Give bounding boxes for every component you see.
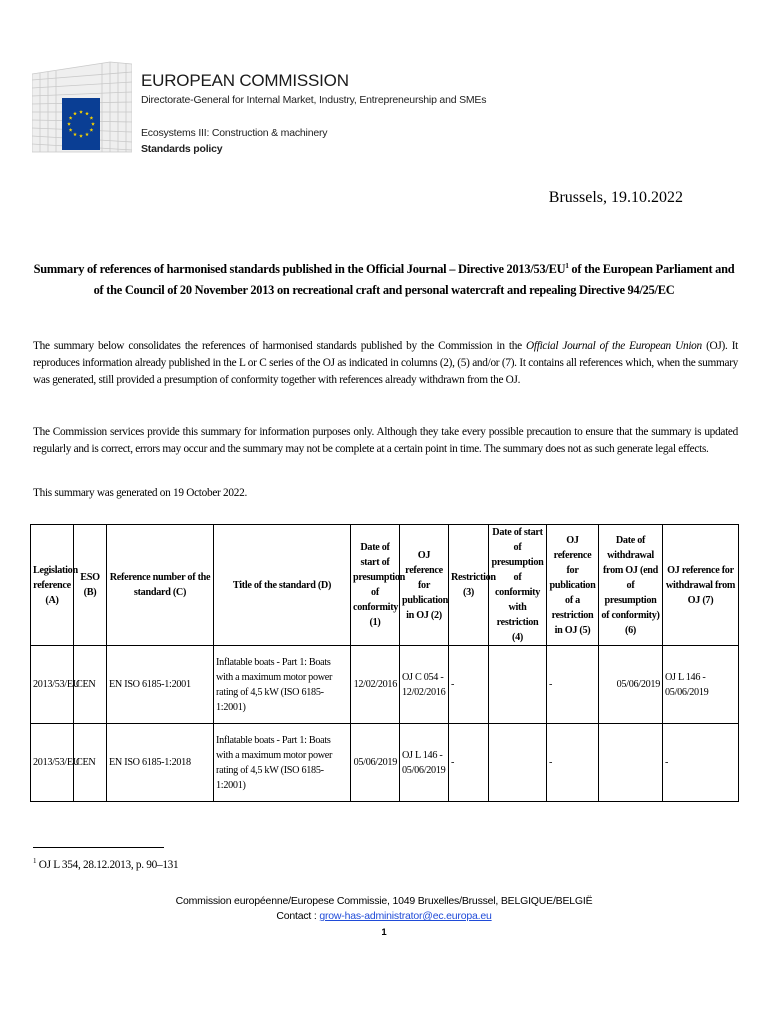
- eu-flag: [62, 98, 100, 150]
- table-row: [31, 646, 739, 724]
- column-header: Date of withdrawal from OJ (end of presumption of conformity) (6): [599, 525, 663, 646]
- cell-oj-withdrawal: OJ L 146 - 05/06/2019: [663, 646, 739, 724]
- document-date: Brussels, 19.10.2022: [548, 189, 683, 206]
- footnote-text: OJ L 354, 28.12.2013, p. 90–131: [36, 858, 179, 871]
- cell-legislation: 2013/53/EU: [31, 646, 74, 724]
- cell-oj-publication: OJ L 146 - 05/06/2019: [400, 724, 449, 802]
- cell-title: Inflatable boats - Part 1: Boats with a maximum motor power rating of 4,5 kW (ISO 6185-1:2001): [214, 724, 351, 802]
- cell-oj-restriction: -: [547, 646, 599, 724]
- cell-reference: EN ISO 6185-1:2018: [107, 724, 214, 802]
- footnote: [33, 857, 178, 871]
- column-header: Restriction (3): [449, 525, 489, 646]
- cell-date-withdrawal: 05/06/2019: [599, 646, 663, 724]
- cell-reference: EN ISO 6185-1:2001: [107, 646, 214, 724]
- organization-name: EUROPEAN COMMISSION: [141, 71, 349, 90]
- column-header: Reference number of the standard (C): [107, 525, 214, 646]
- cell-date-restriction: [489, 646, 547, 724]
- intro-p1-b: (OJ). It reproduces information already published in the L or C series of the OJ as indicated in columns (2), (5) and/or (7). It contains all references which, when the summary was generated, still provided a presumption of conformity together with references already withdrawn from the OJ.: [33, 340, 738, 386]
- table-header-row: [31, 525, 739, 646]
- title-part2: of the European Parliament and of the Council of 20 November 2013 on recreational craft and personal watercraft and repealing Directive 94/25/EC: [93, 262, 735, 298]
- column-header: Date of start of presumption of conformity with restriction (4): [489, 525, 547, 646]
- cell-oj-restriction: -: [547, 724, 599, 802]
- directorate-general: Directorate-General for Internal Market, Industry, Entrepreneurship and SMEs: [141, 94, 487, 106]
- cell-date-restriction: [489, 724, 547, 802]
- column-header: ESO (B): [74, 525, 107, 646]
- intro-paragraph-3: This summary was generated on 19 October 2022.: [33, 487, 247, 499]
- page-number: 1: [381, 927, 387, 938]
- cell-date-start: 12/02/2016: [351, 646, 400, 724]
- cell-eso: CEN: [74, 724, 107, 802]
- intro-paragraph-2: The Commission services provide this summary for information purposes only. Although they take every possible precaution to ensure that the summary is updated regularly and is correct, errors may occur and the summary may not be complete at a certain point in time. The summary does not as such generate legal effects.: [33, 426, 738, 455]
- cell-oj-publication: OJ C 054 - 12/02/2016: [400, 646, 449, 724]
- standards-table: [30, 524, 739, 802]
- contact-label: Contact :: [276, 910, 320, 922]
- title-part1: Summary of references of harmonised standards published in the Official Journal – Directive 2013/53/EU: [33, 262, 566, 277]
- column-header: OJ reference for publication of a restriction in OJ (5): [547, 525, 599, 646]
- footer-contact: [0, 910, 768, 922]
- column-header: Title of the standard (D): [214, 525, 351, 646]
- policy-name: Standards policy: [141, 143, 223, 155]
- intro-paragraph-1: [33, 338, 738, 389]
- footnote-divider: [33, 847, 164, 848]
- unit-name: Ecosystems III: Construction & machinery: [141, 127, 328, 139]
- cell-restriction: -: [449, 724, 489, 802]
- column-header: Legislation reference (A): [31, 525, 74, 646]
- footnote-mark: 1: [33, 857, 37, 865]
- footer-address: Commission européenne/Europese Commissie, 1049 Bruxelles/Brussel, BELGIQUE/BELGIË: [175, 895, 593, 907]
- european-commission-logo: [32, 60, 132, 154]
- intro-p1-a: The summary below consolidates the references of harmonised standards published by the Commission in the: [33, 340, 527, 352]
- title-footnote-mark: 1: [565, 262, 569, 270]
- cell-title: Inflatable boats - Part 1: Boats with a maximum motor power rating of 4,5 kW (ISO 6185-1:2001): [214, 646, 351, 724]
- intro-p1-italic: Official Journal of the European Union: [526, 340, 702, 352]
- cell-eso: CEN: [74, 646, 107, 724]
- column-header: Date of start of presumption of conformity (1): [351, 525, 400, 646]
- cell-legislation: 2013/53/EU: [31, 724, 74, 802]
- cell-oj-withdrawal: -: [663, 724, 739, 802]
- cell-date-withdrawal: [599, 724, 663, 802]
- cell-date-start: 05/06/2019: [351, 724, 400, 802]
- table-row: [31, 724, 739, 802]
- document-title: [30, 256, 738, 301]
- column-header: OJ reference for publication in OJ (2): [400, 525, 449, 646]
- column-header: OJ reference for withdrawal from OJ (7): [663, 525, 739, 646]
- contact-email-link[interactable]: grow-has-administrator@ec.europa.eu: [319, 910, 492, 922]
- cell-restriction: -: [449, 646, 489, 724]
